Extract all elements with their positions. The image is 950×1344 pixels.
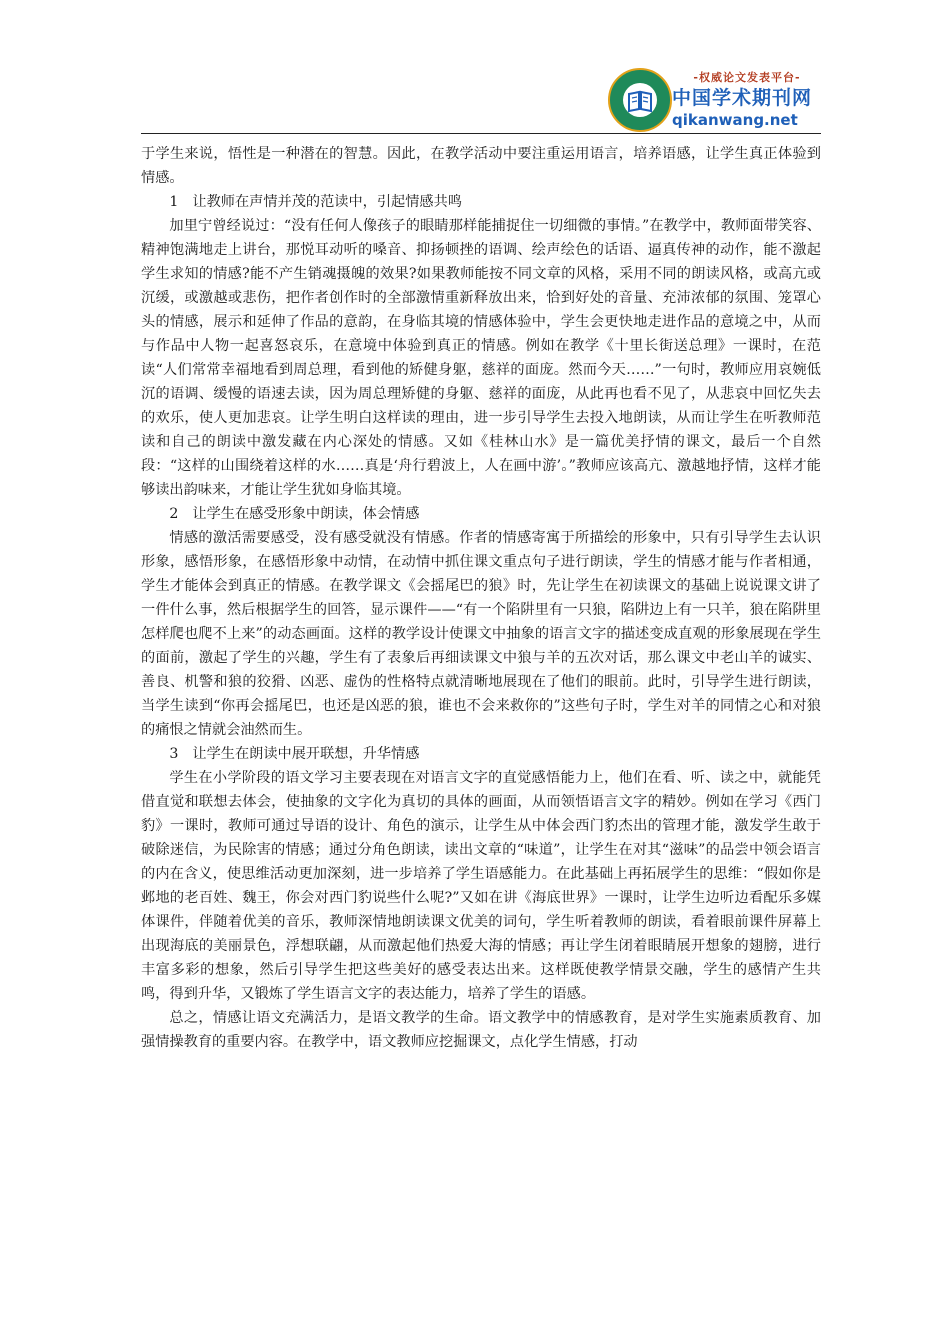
section-number: 3: [169, 746, 179, 762]
section-heading-2: [141, 502, 821, 526]
intro-paragraph: 于学生来说，悟性是一种潜在的智慧。因此，在教学活动中要注重运用语言，培养语感，让学生真正体验到情感。: [141, 146, 821, 186]
section-3-paragraph: 学生在小学阶段的语文学习主要表现在对语言文字的直觉感悟能力上，他们在看、听、读之中，就能凭借直觉和联想去体会，使抽象的文字化为真切的具体的画面，从而领悟语言文字的精妙。例如在学习《西门豹》一课时，教师可通过导语的设计、角色的演示，让学生从中体会西门豹杰出的管理才能，激发学生敢于破除迷信，为民除害的情感；通过分角色朗读，读出文章的“味道”，让学生在对其“滋味”的品尝中领会语言的内在含义，使思维活动更加深刻，进一步培养了学生语感能力。在此基础上再拓展学生的思维：“假如你是邺地的老百姓、魏王，你会对西门豹说些什么呢?”又如在讲《海底世界》一课时，让学生边听边看配乐多媒体课件，伴随着优美的音乐，教师深情地朗读课文优美的词句，学生听着教师的朗读，看着眼前课件屏幕上出现海底的美丽景色，浮想联翩，从而激起他们热爱大海的情感；再让学生闭着眼睛展开想象的翅膀，进行丰富多彩的想象，然后引导学生把这些美好的感受表达出来。这样既使教学情景交融，学生的感情产生共鸣，得到升华，又锻炼了学生语言文字的表达能力，培养了学生的语感。: [141, 770, 821, 1002]
journal-logo-text: [672, 70, 822, 130]
article-body: [141, 142, 821, 1054]
section-title: 让教师在声情并茂的范读中，引起情感共鸣: [192, 194, 462, 210]
page-header: [0, 0, 950, 135]
section-heading-1: [141, 190, 821, 214]
section-title: 让学生在朗读中展开联想，升华情感: [192, 746, 420, 762]
journal-logo-emblem: [608, 68, 672, 132]
header-divider: [141, 133, 821, 134]
section-2-paragraph: 情感的激活需要感受，没有感受就没有情感。作者的情感寄寓于所描绘的形象中，只有引导学生去认识形象，感悟形象，在感悟形象中动情，在动情中抓住课文重点句子进行朗读，学生的情感才能与作者相通，学生才能体会到真正的情感。在教学课文《会摇尾巴的狼》时，先让学生在初读课文的基础上说说课文讲了一件什么事，然后根据学生的回答，显示课件——“有一个陷阱里有一只狼，陷阱边上有一只羊，狼在陷阱里怎样爬也爬不上来”的动态画面。这样的教学设计使课文中抽象的语言文字的描述变成直观的形象展现在学生的面前，激起了学生的兴趣，学生有了表象后再细读课文中狼与羊的五次对话，那么课文中老山羊的诚实、善良、机警和狼的狡猾、凶恶、虚伪的性格特点就清晰地展现在了他们的眼前。此时，引导学生进行朗读，当学生读到“你再会摇尾巴，也还是凶恶的狼，谁也不会来救你的”这些句子时，学生对羊的同情之心和对狼的痛恨之情就会油然而生。: [141, 530, 821, 738]
section-1-paragraph: 加里宁曾经说过：“没有任何人像孩子的眼睛那样能捕捉住一切细微的事情。”在教学中，教师面带笑容、精神饱满地走上讲台，那悦耳动听的嗓音、抑扬顿挫的语调、绘声绘色的话语、逼真传神的动作，能不激起学生求知的情感?能不产生销魂摄魄的效果?如果教师能按不同文章的风格，采用不同的朗读风格，或高亢或沉缓，或激越或悲伤，把作者创作时的全部激情重新释放出来，恰到好处的音量、充沛浓郁的氛围、笼罩心头的情感，展示和延伸了作品的意韵，在身临其境的情感体验中，学生会更快地走进作品的意境之中，从而与作品中人物一起喜怒哀乐，在意境中体验到真正的情感。例如在教学《十里长街送总理》一课时，在范读“人们常常幸福地看到周总理，看到他的矫健身躯，慈祥的面庞。然而今天……”一句时，教师应用哀婉低沉的语调、缓慢的语速去读，因为周总理矫健的身躯、慈祥的面庞，从此再也看不见了，从悲哀中回忆失去的欢乐，使人更加悲哀。让学生明白这样读的理由，进一步引导学生去投入地朗读，从而让学生在听教师范读和自己的朗读中激发藏在内心深处的情感。又如《桂林山水》是一篇优美抒情的课文，最后一个自然段：“这样的山围绕着这样的水……真是‘舟行碧波上，人在画中游’。”教师应该高亢、激越地抒情，这样才能够读出韵味来，才能让学生犹如身临其境。: [141, 218, 821, 498]
conclusion-paragraph: 总之，情感让语文充满活力，是语文教学的生命。语文教学中的情感教育，是对学生实施素质教育、加强情操教育的重要内容。在教学中，语文教师应挖掘课文，点化学生情感，打动: [141, 1010, 821, 1050]
logo-domain: qikanwang.net: [672, 111, 798, 129]
section-title: 让学生在感受形象中朗读，体会情感: [192, 506, 420, 522]
book-icon: [610, 70, 670, 130]
section-number: 2: [169, 506, 179, 522]
section-heading-3: [141, 742, 821, 766]
logo-tagline: -权威论文发表平台-: [693, 71, 801, 84]
logo-name: 中国学术期刊网: [672, 87, 813, 109]
section-number: 1: [169, 194, 179, 210]
